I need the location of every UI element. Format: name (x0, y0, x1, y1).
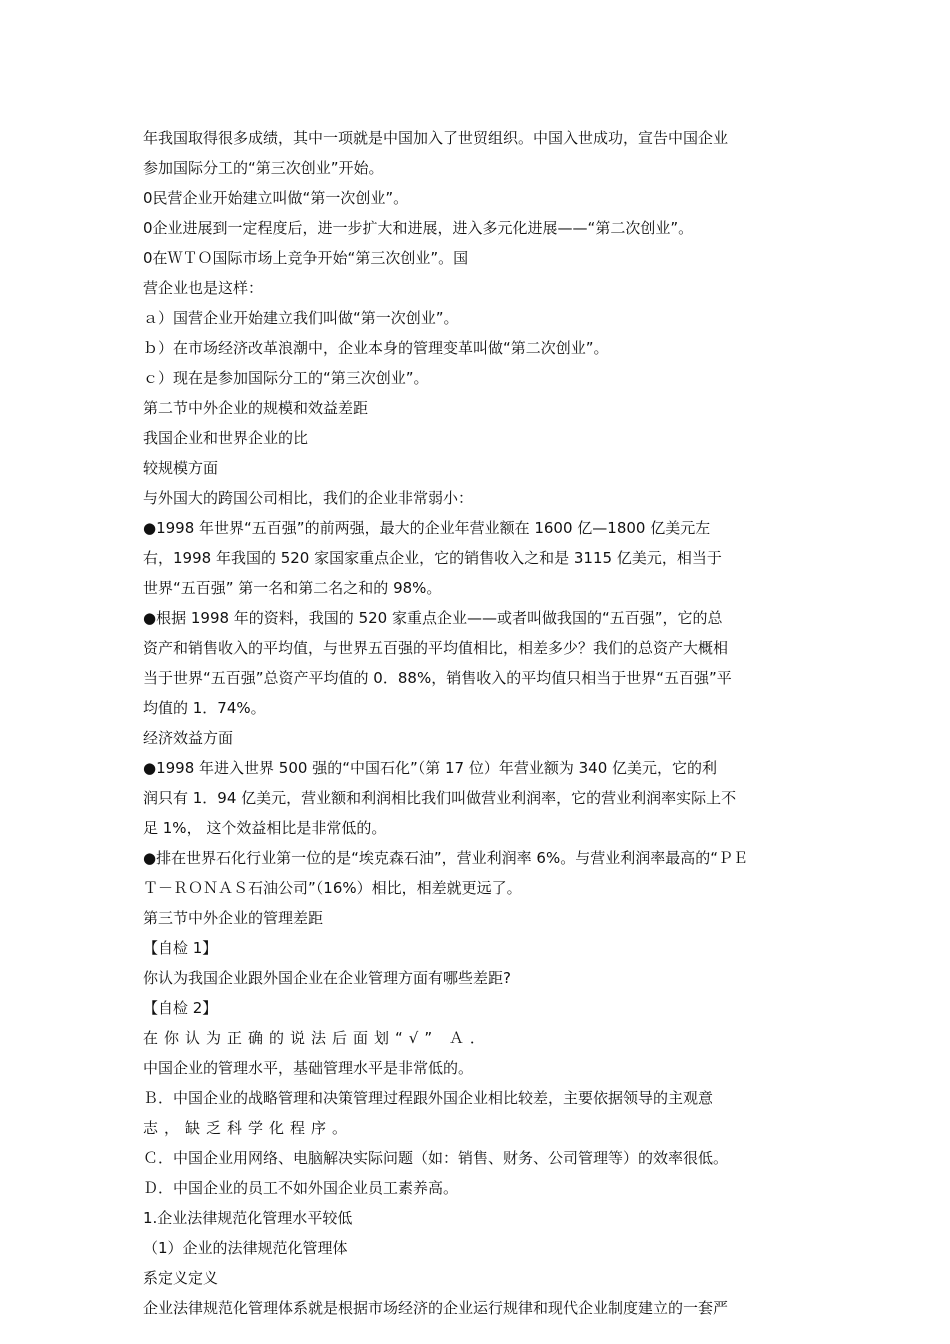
paragraph-line: 世界“五百强” 第一名和第二名之和的 98%。 (143, 579, 442, 597)
paragraph-line: 营企业也是这样： (143, 279, 264, 297)
list-item: 0在ＷＴＯ国际市场上竞争开始“第三次创业”。国 (143, 249, 469, 267)
bullet-line: ●1998 年进入世界 500 强的“中国石化”（第 17 位）年营业额为 340 亿美元，它的利 (143, 759, 718, 777)
option-line: 中国企业的管理水平，基础管理水平是非常低的。 (143, 1059, 474, 1077)
section-subheading: （1）企业的法律规范化管理体 (143, 1239, 348, 1257)
list-item: 0民营企业开始建立叫做“第一次创业”。 (143, 189, 409, 207)
paragraph-line: 右，1998 年我国的 520 家国家重点企业，它的销售收入之和是 3115 亿美元，相当于 (143, 549, 722, 567)
question-line: 你认为我国企业跟外国企业在企业管理方面有哪些差距? (143, 969, 511, 987)
option-line: 志，缺乏科学化程序。 (143, 1119, 354, 1137)
list-item: ａ）国营企业开始建立我们叫做“第一次创业”。 (143, 309, 459, 327)
paragraph-line: 足 1%， 这个效益相比是非常低的。 (143, 819, 387, 837)
paragraph-line: 当于世界“五百强”总资产平均值的 0．88%，销售收入的平均值只相当于世界“五百强”平 (143, 669, 732, 687)
section-heading: 第三节中外企业的管理差距 (143, 909, 324, 927)
self-check-label: 【自检 1】 (143, 939, 218, 957)
paragraph-line: 较规模方面 (143, 459, 219, 477)
paragraph-line: 资产和销售收入的平均值，与世界五百强的平均值相比，相差多少？我们的总资产大概相 (143, 639, 729, 657)
paragraph-line: 年我国取得很多成绩，其中一项就是中国加入了世贸组织。中国入世成功，宣告中国企业 (143, 129, 729, 147)
paragraph-line: 均值的 1．74%。 (143, 699, 266, 717)
option-line: Ｄ．中国企业的员工不如外国企业员工素养高。 (143, 1179, 459, 1197)
bullet-line: ●1998 年世界“五百强”的前两强，最大的企业年营业额在 1600 亿—1800 亿美元左 (143, 519, 711, 537)
question-line: 在你认为正确的说法后面划“√” Ａ． (143, 1029, 491, 1047)
section-subheading: 1.企业法律规范化管理水平较低 (143, 1209, 353, 1227)
paragraph-line: 参加国际分工的“第三次创业”开始。 (143, 159, 384, 177)
list-item: ｃ）现在是参加国际分工的“第三次创业”。 (143, 369, 429, 387)
paragraph-line: 与外国大的跨国公司相比，我们的企业非常弱小： (143, 489, 474, 507)
option-line: Ｂ．中国企业的战略管理和决策管理过程跟外国企业相比较差，主要依据领导的主观意 (143, 1089, 714, 1107)
paragraph-line: 我国企业和世界企业的比 (143, 429, 309, 447)
paragraph-line: Ｔ－ＲＯＮＡＳ石油公司”（16%）相比，相差就更远了。 (143, 879, 522, 897)
bullet-line: ●根据 1998 年的资料，我国的 520 家重点企业——或者叫做我国的“五百强”，它的总 (143, 609, 723, 627)
option-line: Ｃ．中国企业用网络、电脑解决实际问题（如：销售、财务、公司管理等）的效率很低。 (143, 1149, 729, 1167)
self-check-label: 【自检 2】 (143, 999, 218, 1017)
list-item: ｂ）在市场经济改革浪潮中，企业本身的管理变革叫做“第二次创业”。 (143, 339, 609, 357)
section-subheading: 经济效益方面 (143, 729, 234, 747)
section-heading: 第二节中外企业的规模和效益差距 (143, 399, 369, 417)
list-item: 0企业进展到一定程度后，进一步扩大和进展，进入多元化进展——“第二次创业”。 (143, 219, 694, 237)
paragraph-line: 润只有 1．94 亿美元，营业额和利润相比我们叫做营业利润率，它的营业利润率实际上不 (143, 789, 737, 807)
bullet-line: ●排在世界石化行业第一位的是“埃克森石油”，营业利润率 6%。与营业利润率最高的“ＰＥ (143, 849, 748, 867)
paragraph-line: 系定义定义 (143, 1269, 219, 1287)
document-body (143, 123, 811, 1323)
paragraph-line: 企业法律规范化管理体系就是根据市场经济的企业运行规律和现代企业制度建立的一套严 (143, 1299, 729, 1317)
